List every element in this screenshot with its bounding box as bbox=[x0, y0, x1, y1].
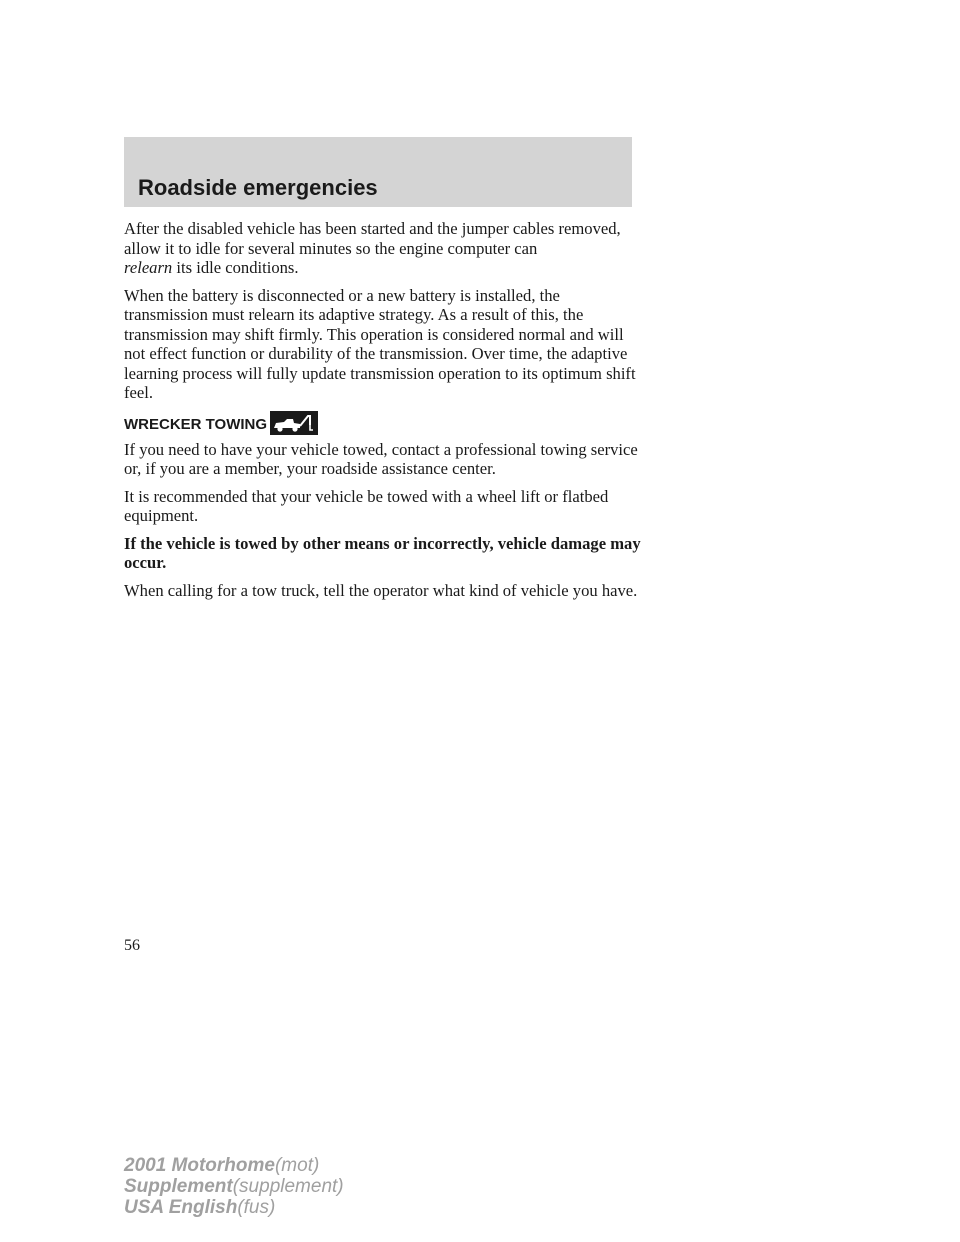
footer-line-2: Supplement(supplement) bbox=[124, 1176, 344, 1197]
footer bbox=[124, 1155, 344, 1218]
page-number: 56 bbox=[124, 937, 140, 954]
footer-line-3: USA English(fus) bbox=[124, 1197, 276, 1218]
paragraph-damage-warning: If the vehicle is towed by other means or incorrectly, vehicle damage may occur. bbox=[124, 533, 641, 572]
tow-truck-icon bbox=[270, 411, 318, 435]
footer-line-1: 2001 Motorhome(mot) bbox=[124, 1155, 320, 1176]
section-heading-wrecker-towing: WRECKER TOWING bbox=[124, 411, 644, 435]
paragraph-contact-towing: If you need to have your vehicle towed, contact a professional towing service or, if you are a member, your roadside assistance center. bbox=[124, 439, 638, 478]
paragraph-battery: When the battery is disconnected or a new battery is installed, the transmission must relearn its adaptive strategy. As a result of this, the transmission may shift firmly. This operation is considered normal and will not effect function or durability of the transmission. Over time, the adaptive learning process will fully update transmission operation to its optimum shift feel. bbox=[124, 285, 636, 402]
paragraph-jumper-cables: After the disabled vehicle has been started and the jumper cables removed, allow it to idle for several minutes so the engine computer can relearn its idle conditions. bbox=[124, 219, 621, 277]
content-body bbox=[124, 219, 644, 608]
relearn-emphasis: relearn bbox=[124, 258, 173, 277]
paragraph-wheel-lift: It is recommended that your vehicle be towed with a wheel lift or flatbed equipment. bbox=[124, 486, 609, 525]
page-title: Roadside emergencies bbox=[138, 175, 378, 200]
paragraph-tow-truck: When calling for a tow truck, tell the operator what kind of vehicle you have. bbox=[124, 580, 638, 600]
